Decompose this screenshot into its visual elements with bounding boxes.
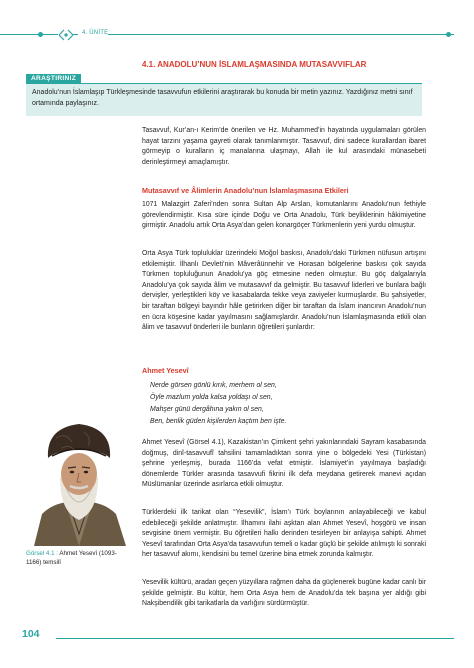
paragraph-mongol (142, 249, 426, 334)
figure-caption (26, 550, 132, 567)
paragraph-text: Yesevilik kültürü, aradan geçen yüzyıllara rağmen daha da güçlenerek bugüne kadar canlı bir şekilde gelmiştir. Bu kültür, hem Orta Asya hem de Anadolu’da tek başına yer aldığı gibi Nakşibendilik gibi tarikatlarla da varlığını sürdürmüştür. (142, 579, 426, 608)
footer-rule (56, 638, 454, 639)
page-number: 104 (22, 628, 40, 640)
paragraph-text: Orta Asya Türk topluluklar üzerindeki Moğol baskısı, Anadolu’daki Türkmen nüfusun artışını etkilemiştir. İlhanlı Devleti’nin Mâverâünnehir ve Horasan bölgelerine baskısı çok sayıda Türkmen topluluğunun Anadolu’ya göç etmesine neden olmuştur. Bu göç dalgalarıyla Anadolu’ya çok sayıda âlim ve mutasavvıf da gelmiştir. Bu tasavvuf liderleri ve bunlara bağlı dervişler, yerleştikleri köy ve kasabalarda tekke veya zaviyeler kurmuşlardır. Bu şahsiyetler, bir taraftan bölgeyi bayındır hâle getirirken diğer bir taraftan da İslam inancının Anadolu’nun en ücra köşesine kadar yayılmasını sağlamışlardır. Anadolu’nun İslamlaşmasında etkili olan âlim ve tasavvuf önderleri ile bunların öğretileri şunlardır: (142, 250, 426, 332)
research-text: Anadolu’nun İslamlaşıp Türkleşmesinde tasavvufun etkilerini araştırarak bu konuda bir metin yazınız. Yazdığınız metni sınıf ortamında paylaşınız. (32, 89, 413, 107)
subheading-ahmet-yesevi: Ahmet Yesevî (142, 366, 189, 375)
paragraph-yesevilik (142, 508, 426, 561)
paragraph-text: Ahmet Yesevî (Görsel 4.1), Kazakistan’ın Çimkent şehri yakınlarındaki Sayram kasabasında doğmuş, dinî-tasavvufî tahsilini tamamladıktan sonra yine o bölgedeki Yesi (Türkistan) şehrine yerleşmiş, burada 1166’da vefat etmiştir. İslamiyet’in yayılmaya başladığı dönemlerde Türkler arasında tasavvufi fikrini ilk defa meydana getirerek manevi açıdan Müslümanlar üzerinde asırlarca etkili olmuştur. (142, 439, 426, 489)
subheading-mutasavvif: Mutasavvıf ve Âlimlerin Anadolu’nun İslamlaşmasına Etkileri (142, 186, 349, 195)
poem-line: Ben, benlik güden kişilerden kaçtım ben işte. (150, 418, 287, 425)
poem-line: Öyle mazlum yolda kalsa yoldaşı ol sen, (150, 394, 273, 401)
intro-paragraph (142, 126, 426, 168)
research-rule (81, 83, 422, 84)
poem (150, 380, 286, 428)
unit-label: 4. ÜNİTE (82, 30, 109, 36)
paragraph-text: Türklerdeki ilk tarikat olan “Yesevilik”, İslam’ı Türk boylarının anlayabileceği ve kabul edebileceği şekilde anlatmıştır. İlhamını ilahi aşktan alan Ahmet Yesevî, hoşgörü ve insan sevgisine önem vermiştir. Bu öğretileri halkı derinden tesirleyen bir anlayışa sahipti. Ahmet Yesevî tarafından Orta Asya’da tasavvufun temeli o kadar güçlü bir şekilde atılmıştı ki sonraki her tasavvuf akımı, kendisini bu temel üzerine bina etmek zorunda kalmıştır. (142, 509, 426, 559)
unit-ornament-icon (58, 28, 74, 42)
header-band (0, 28, 474, 42)
ahmet-yesevi-portrait-image (26, 416, 132, 546)
paragraph-yesevi-bio (142, 438, 426, 491)
header-rule-mid (72, 34, 78, 35)
header-dot-left (38, 32, 43, 37)
intro-text: Tasavvuf, Kur’an-ı Kerim’de önerilen ve Hz. Muhammed’in hayatında uygulamaları görülen hayat tarzını yaşama gayreti olarak tanımlanmıştır. Tasavvuf, dini sadece kurallardan ibaret görmeyip o kuralların iç manalarına ulaşmayı, Allah ile kul arasındaki münasebeti derinleştirmeyi amaçlamıştır. (142, 127, 426, 166)
caption-text: Ahmet Yesevî (1093-1166) temsilî (26, 550, 117, 566)
header-dot-right (446, 32, 451, 37)
poem-line: Nerde görsen gönlü kırık, merhem ol sen, (150, 382, 277, 389)
header-rule-right (108, 34, 454, 35)
section-title: 4.1. ANADOLU’NUN İSLAMLAŞMASINDA MUTASAVVIFLAR (142, 60, 367, 69)
header-rule-left (0, 34, 58, 35)
paragraph-malazgirt (142, 200, 426, 232)
poem-line: Mahşer günü dergâhına yakın ol sen, (150, 406, 264, 413)
caption-label: Görsel 4.1 : (26, 550, 58, 557)
paragraph-text: 1071 Malazgirt Zaferi’nden sonra Sultan Alp Arslan, komutanlarını Anadolu’nun fethiyle görevlendirmiştir. Kısa süre içinde Doğu ve Orta Anadolu, Türk beyliklerinin hâkimiyetine girmiştir. Anadolu artık Orta Asya’dan gelen konargöçer Türkmenlerin yeni yurdu olmuştur. (142, 201, 426, 230)
research-tab: ARAŞTIRINIZ (26, 74, 81, 84)
paragraph-culture (142, 578, 426, 610)
